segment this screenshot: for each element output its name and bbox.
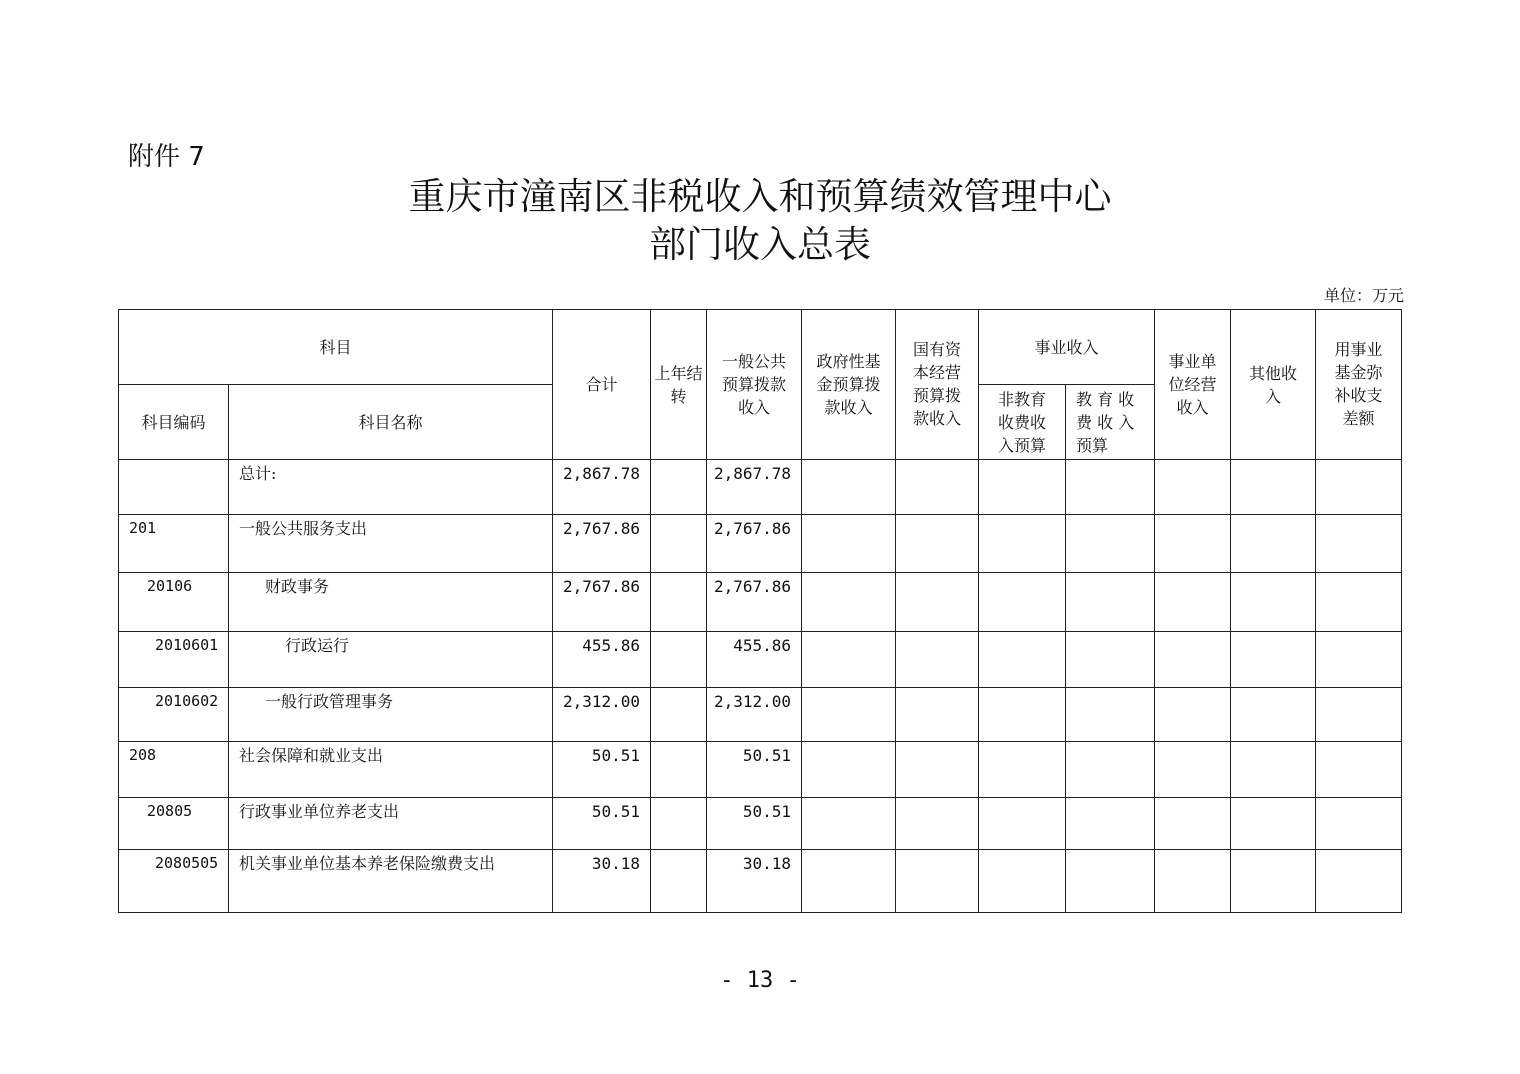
row-general-budget: 2,312.00 — [707, 688, 802, 742]
document-title: 重庆市潼南区非税收入和预算绩效管理中心 — [408, 175, 1112, 218]
row-carryover — [651, 850, 707, 913]
table-row — [119, 632, 1402, 688]
row-name: 总计: — [229, 460, 553, 515]
document-subtitle: 部门收入总表 — [649, 223, 871, 266]
row-name: 行政事业单位养老支出 — [229, 798, 553, 850]
header-carryover: 上年结转 — [651, 310, 707, 460]
row-name: 一般行政管理事务 — [229, 688, 553, 742]
row-code — [119, 460, 229, 515]
header-code: 科目编码 — [119, 385, 229, 460]
row-total: 30.18 — [553, 850, 651, 913]
row-general-budget: 2,767.86 — [707, 573, 802, 632]
table-row — [119, 798, 1402, 850]
row-name: 社会保障和就业支出 — [229, 742, 553, 798]
row-code: 2080505 — [119, 850, 229, 913]
row-total: 50.51 — [553, 742, 651, 798]
row-general-budget: 2,767.86 — [707, 515, 802, 573]
row-total: 50.51 — [553, 798, 651, 850]
attachment-label: 附件 7 — [128, 142, 205, 172]
page-number: - 13 - — [720, 968, 800, 993]
row-code: 20805 — [119, 798, 229, 850]
row-general-budget: 50.51 — [707, 798, 802, 850]
row-general-budget: 2,867.78 — [707, 460, 802, 515]
table-row — [119, 742, 1402, 798]
row-code: 208 — [119, 742, 229, 798]
row-general-budget: 30.18 — [707, 850, 802, 913]
row-name: 行政运行 — [229, 632, 553, 688]
header-other: 其他收入 — [1231, 310, 1316, 460]
row-name: 机关事业单位基本养老保险缴费支出 — [229, 850, 553, 913]
header-edu: 教 育 收 费 收 入 预算 — [1066, 385, 1155, 460]
header-row-1 — [119, 310, 1402, 385]
header-name: 科目名称 — [229, 385, 553, 460]
header-gov-fund: 政府性基金预算拨款收入 — [802, 310, 896, 460]
row-code: 201 — [119, 515, 229, 573]
row-total: 2,767.86 — [553, 515, 651, 573]
row-general-budget: 455.86 — [707, 632, 802, 688]
header-total: 合计 — [553, 310, 651, 460]
header-non-edu: 非教育收费收入预算 — [979, 385, 1066, 460]
income-summary-table — [118, 309, 1402, 913]
table-row — [119, 688, 1402, 742]
row-carryover — [651, 798, 707, 850]
row-name: 财政事务 — [229, 573, 553, 632]
row-carryover — [651, 688, 707, 742]
header-general-budget: 一般公共预算拨款收入 — [707, 310, 802, 460]
header-state-capital: 国有资本经营预算拨款收入 — [896, 310, 979, 460]
row-carryover — [651, 632, 707, 688]
header-business-income: 事业收入 — [979, 310, 1155, 385]
unit-label: 单位：万元 — [1323, 286, 1404, 305]
table-row — [119, 850, 1402, 913]
table-row — [119, 573, 1402, 632]
row-code: 2010602 — [119, 688, 229, 742]
row-carryover — [651, 515, 707, 573]
row-total: 455.86 — [553, 632, 651, 688]
header-subject: 科目 — [119, 310, 553, 385]
row-total: 2,767.86 — [553, 573, 651, 632]
header-fund-balance: 用事业基金弥补收支差额 — [1316, 310, 1402, 460]
row-carryover — [651, 742, 707, 798]
table-row — [119, 515, 1402, 573]
row-carryover — [651, 460, 707, 515]
row-total: 2,312.00 — [553, 688, 651, 742]
row-carryover — [651, 573, 707, 632]
row-code: 2010601 — [119, 632, 229, 688]
row-name: 一般公共服务支出 — [229, 515, 553, 573]
header-unit-operation: 事业单位经营收入 — [1155, 310, 1231, 460]
row-total: 2,867.78 — [553, 460, 651, 515]
row-general-budget: 50.51 — [707, 742, 802, 798]
table-row — [119, 460, 1402, 515]
row-code: 20106 — [119, 573, 229, 632]
